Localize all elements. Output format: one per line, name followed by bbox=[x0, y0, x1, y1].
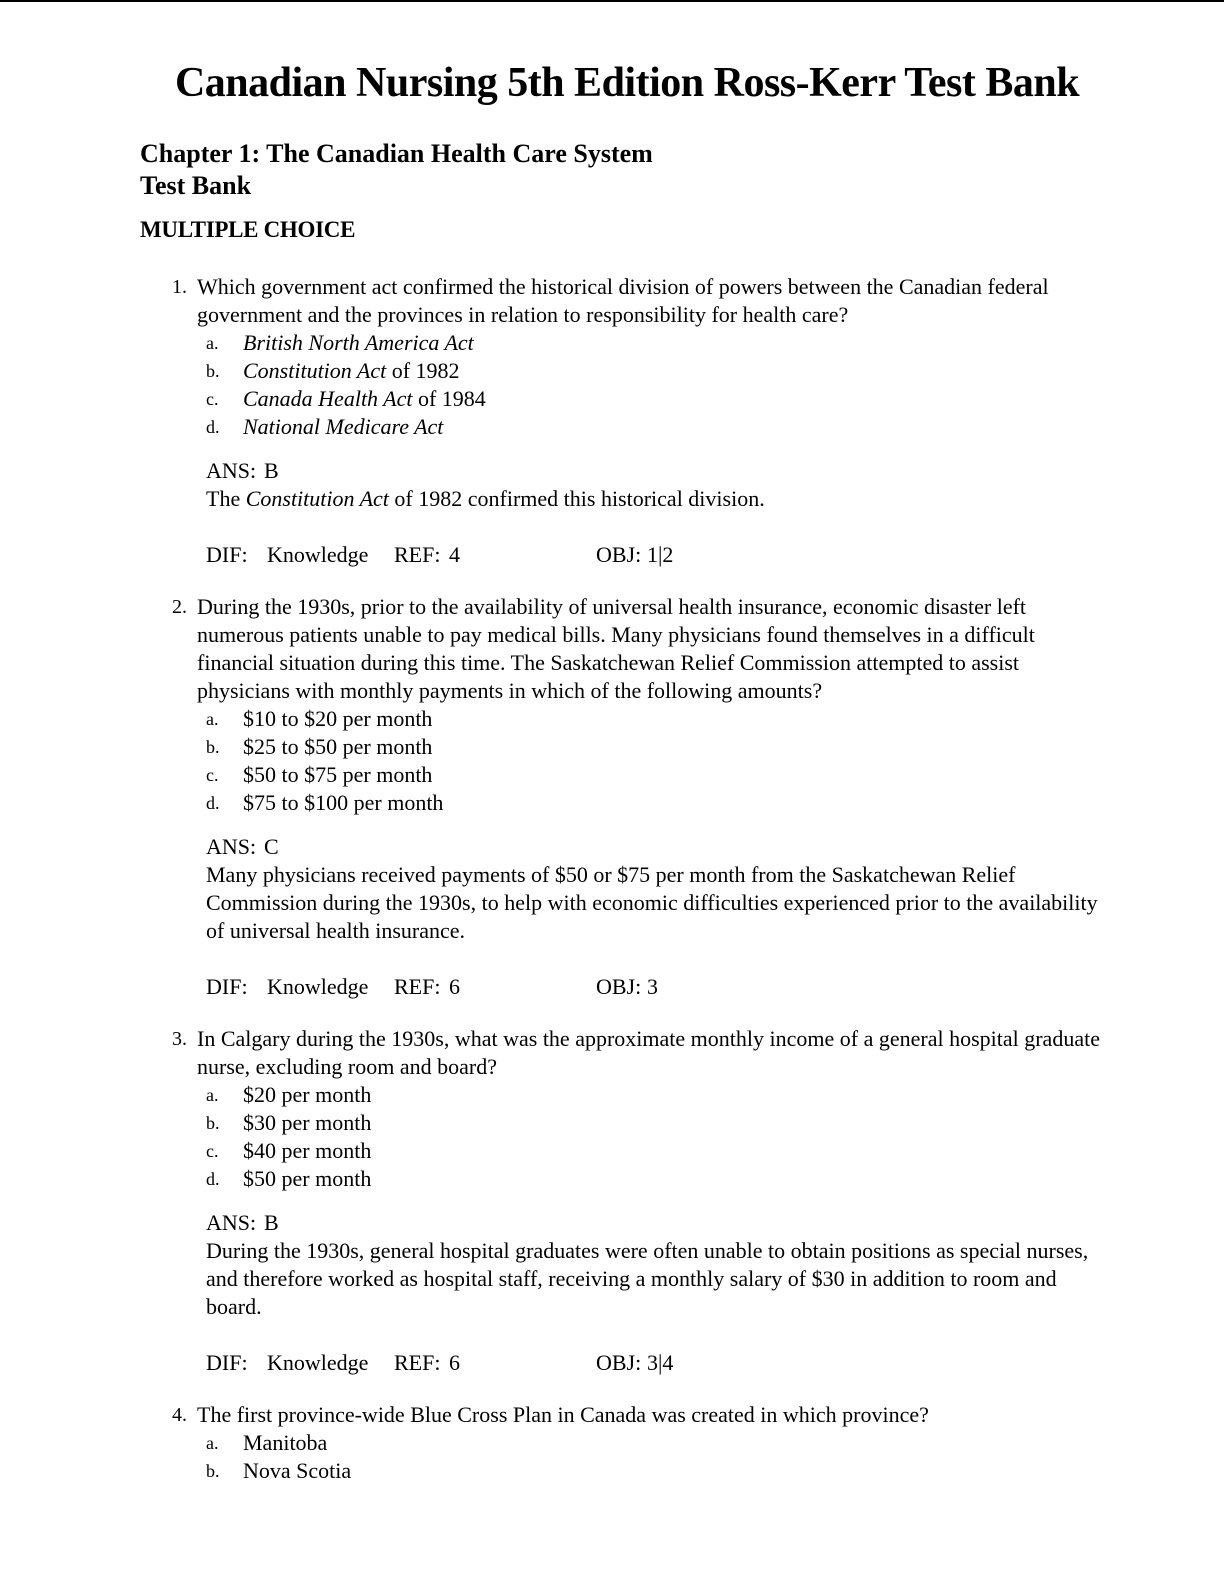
option bbox=[197, 329, 1112, 357]
italic-text-run: Canada Health Act bbox=[243, 386, 413, 412]
ref-value: 6 bbox=[449, 974, 460, 1000]
answer-value: B bbox=[264, 1210, 279, 1236]
option bbox=[197, 1165, 1112, 1193]
option bbox=[197, 1137, 1112, 1165]
obj-label: OBJ: bbox=[596, 974, 642, 1000]
question-stem bbox=[197, 273, 1112, 329]
answer-value: C bbox=[264, 834, 279, 860]
ref-label: REF: bbox=[394, 542, 441, 568]
option bbox=[197, 1429, 1112, 1457]
text-run: Nova Scotia bbox=[243, 1458, 352, 1484]
question-stem bbox=[197, 593, 1112, 705]
options bbox=[197, 329, 1112, 441]
option-letter: a. bbox=[206, 709, 219, 730]
option-letter: a. bbox=[206, 1433, 219, 1454]
answer-block bbox=[206, 457, 1112, 513]
text-run: $50 per month bbox=[243, 1166, 372, 1192]
rationale bbox=[206, 1237, 1112, 1321]
italic-text-run: Constitution Act bbox=[243, 358, 387, 384]
chapter-block bbox=[140, 138, 1114, 202]
classification-line bbox=[206, 973, 1112, 1001]
option-text bbox=[243, 385, 1112, 413]
question-number: 3. bbox=[172, 1028, 187, 1051]
question-row bbox=[140, 593, 1114, 1001]
page-top-edge-line bbox=[0, 0, 1224, 2]
answer-label: ANS: bbox=[206, 458, 257, 484]
option-letter: c. bbox=[206, 1141, 219, 1162]
italic-text-run: National Medicare Act bbox=[243, 414, 444, 440]
text-run: $40 per month bbox=[243, 1138, 372, 1164]
text-run: During the 1930s, prior to the availability of universal health insurance, economic disaster left numerous patients unable to pay medical bills. Many physicians found themselves in a difficult financial situation during this time. The Saskatchewan Relief Commission attempted to assist physicians with monthly payments in which of the following amounts? bbox=[197, 594, 1035, 704]
question-stem bbox=[197, 1401, 1112, 1429]
answer-value: B bbox=[264, 458, 279, 484]
option bbox=[197, 1109, 1112, 1137]
option-text bbox=[243, 1457, 1112, 1485]
question-number: 1. bbox=[172, 276, 187, 299]
option-letter: a. bbox=[206, 333, 219, 354]
option-letter: a. bbox=[206, 1085, 219, 1106]
option-letter: b. bbox=[206, 361, 220, 382]
question-stem bbox=[197, 1025, 1112, 1081]
questions bbox=[140, 273, 1114, 1485]
rationale bbox=[206, 861, 1112, 945]
option-letter: d. bbox=[206, 1169, 220, 1190]
ref-label: REF: bbox=[394, 1350, 441, 1376]
obj-label: OBJ: bbox=[596, 542, 642, 568]
option-letter: b. bbox=[206, 1461, 220, 1482]
ref-value: 6 bbox=[449, 1350, 460, 1376]
question-body bbox=[197, 1025, 1112, 1377]
option-letter: b. bbox=[206, 1113, 220, 1134]
option bbox=[197, 1457, 1112, 1485]
option bbox=[197, 385, 1112, 413]
question bbox=[140, 1025, 1114, 1377]
option bbox=[197, 789, 1112, 817]
dif-label: DIF: bbox=[206, 974, 248, 1000]
answer-line bbox=[206, 1209, 1112, 1237]
answer-block bbox=[206, 1209, 1112, 1321]
answer-line bbox=[206, 833, 1112, 861]
text-run: Which government act confirmed the historical division of powers between the Canadian federal government and the provinces in relation to responsibility for health care? bbox=[197, 274, 1049, 328]
text-run: Manitoba bbox=[243, 1430, 328, 1456]
option bbox=[197, 761, 1112, 789]
dif-value: Knowledge bbox=[267, 974, 369, 1000]
option-letter: c. bbox=[206, 389, 219, 410]
option-text bbox=[243, 1109, 1112, 1137]
answer-block bbox=[206, 833, 1112, 945]
chapter-heading: Chapter 1: The Canadian Health Care System bbox=[140, 139, 653, 169]
dif-value: Knowledge bbox=[267, 542, 369, 568]
text-run: The first province-wide Blue Cross Plan in Canada was created in which province? bbox=[197, 1402, 929, 1428]
italic-text-run: Constitution Act bbox=[245, 486, 389, 512]
answer-label: ANS: bbox=[206, 1210, 257, 1236]
option-text bbox=[243, 789, 1112, 817]
text-run: In Calgary during the 1930s, what was the approximate monthly income of a general hospital graduate nurse, excluding room and board? bbox=[197, 1026, 1100, 1080]
text-run: $50 to $75 per month bbox=[243, 762, 433, 788]
option-letter: b. bbox=[206, 737, 220, 758]
option bbox=[197, 733, 1112, 761]
option-letter: d. bbox=[206, 417, 220, 438]
dif-value: Knowledge bbox=[267, 1350, 369, 1376]
question-row bbox=[140, 1025, 1114, 1377]
dif-label: DIF: bbox=[206, 542, 248, 568]
answer-label: ANS: bbox=[206, 834, 257, 860]
question-body bbox=[197, 1401, 1112, 1485]
question bbox=[140, 1401, 1114, 1485]
obj-value: 3 bbox=[647, 974, 658, 1000]
dif-label: DIF: bbox=[206, 1350, 248, 1376]
option bbox=[197, 1081, 1112, 1109]
text-run: $10 to $20 per month bbox=[243, 706, 433, 732]
options bbox=[197, 705, 1112, 817]
text-run: The bbox=[206, 486, 246, 512]
text-run: Many physicians received payments of $50 or $75 per month from the Saskatchewan Relief Commission during the 1930s, to help with economic difficulties experienced prior to the availability of universal health insurance. bbox=[206, 862, 1098, 944]
chapter-subheading: Test Bank bbox=[140, 171, 252, 201]
option bbox=[197, 705, 1112, 733]
question bbox=[140, 593, 1114, 1001]
option bbox=[197, 357, 1112, 385]
section-label: MULTIPLE CHOICE bbox=[140, 217, 356, 243]
text-run: $25 to $50 per month bbox=[243, 734, 433, 760]
obj-value: 3|4 bbox=[647, 1350, 674, 1376]
option-text bbox=[243, 1165, 1112, 1193]
text-run: of 1984 bbox=[412, 386, 486, 412]
obj-label: OBJ: bbox=[596, 1350, 642, 1376]
text-run: $30 per month bbox=[243, 1110, 372, 1136]
option-letter: c. bbox=[206, 765, 219, 786]
text-run: $75 to $100 per month bbox=[243, 790, 444, 816]
option bbox=[197, 413, 1112, 441]
options bbox=[197, 1081, 1112, 1193]
question bbox=[140, 273, 1114, 569]
question-row bbox=[140, 1401, 1114, 1485]
question-body bbox=[197, 273, 1112, 569]
option-text bbox=[243, 413, 1112, 441]
option-text bbox=[243, 357, 1112, 385]
question-row bbox=[140, 273, 1114, 569]
option-text bbox=[243, 761, 1112, 789]
option-text bbox=[243, 705, 1112, 733]
option-text bbox=[243, 1081, 1112, 1109]
rationale bbox=[206, 485, 1112, 513]
document-title: Canadian Nursing 5th Edition Ross-Kerr Test Bank bbox=[174, 60, 1080, 106]
italic-text-run: British North America Act bbox=[243, 330, 474, 356]
question-number: 4. bbox=[172, 1404, 187, 1427]
text-run: During the 1930s, general hospital graduates were often unable to obtain positions as special nurses, and therefore worked as hospital staff, receiving a monthly salary of $30 in addition to room and board. bbox=[206, 1238, 1089, 1320]
option-text bbox=[243, 329, 1112, 357]
classification-line bbox=[206, 541, 1112, 569]
ref-value: 4 bbox=[449, 542, 460, 568]
text-run: $20 per month bbox=[243, 1082, 372, 1108]
option-text bbox=[243, 733, 1112, 761]
ref-label: REF: bbox=[394, 974, 441, 1000]
option-text bbox=[243, 1429, 1112, 1457]
option-text bbox=[243, 1137, 1112, 1165]
obj-value: 1|2 bbox=[647, 542, 674, 568]
option-letter: d. bbox=[206, 793, 220, 814]
text-run: of 1982 bbox=[386, 358, 460, 384]
answer-line bbox=[206, 457, 1112, 485]
question-number: 2. bbox=[172, 596, 187, 619]
question-body bbox=[197, 593, 1112, 1001]
options bbox=[197, 1429, 1112, 1485]
text-run: of 1982 confirmed this historical division. bbox=[388, 486, 765, 512]
classification-line bbox=[206, 1349, 1112, 1377]
